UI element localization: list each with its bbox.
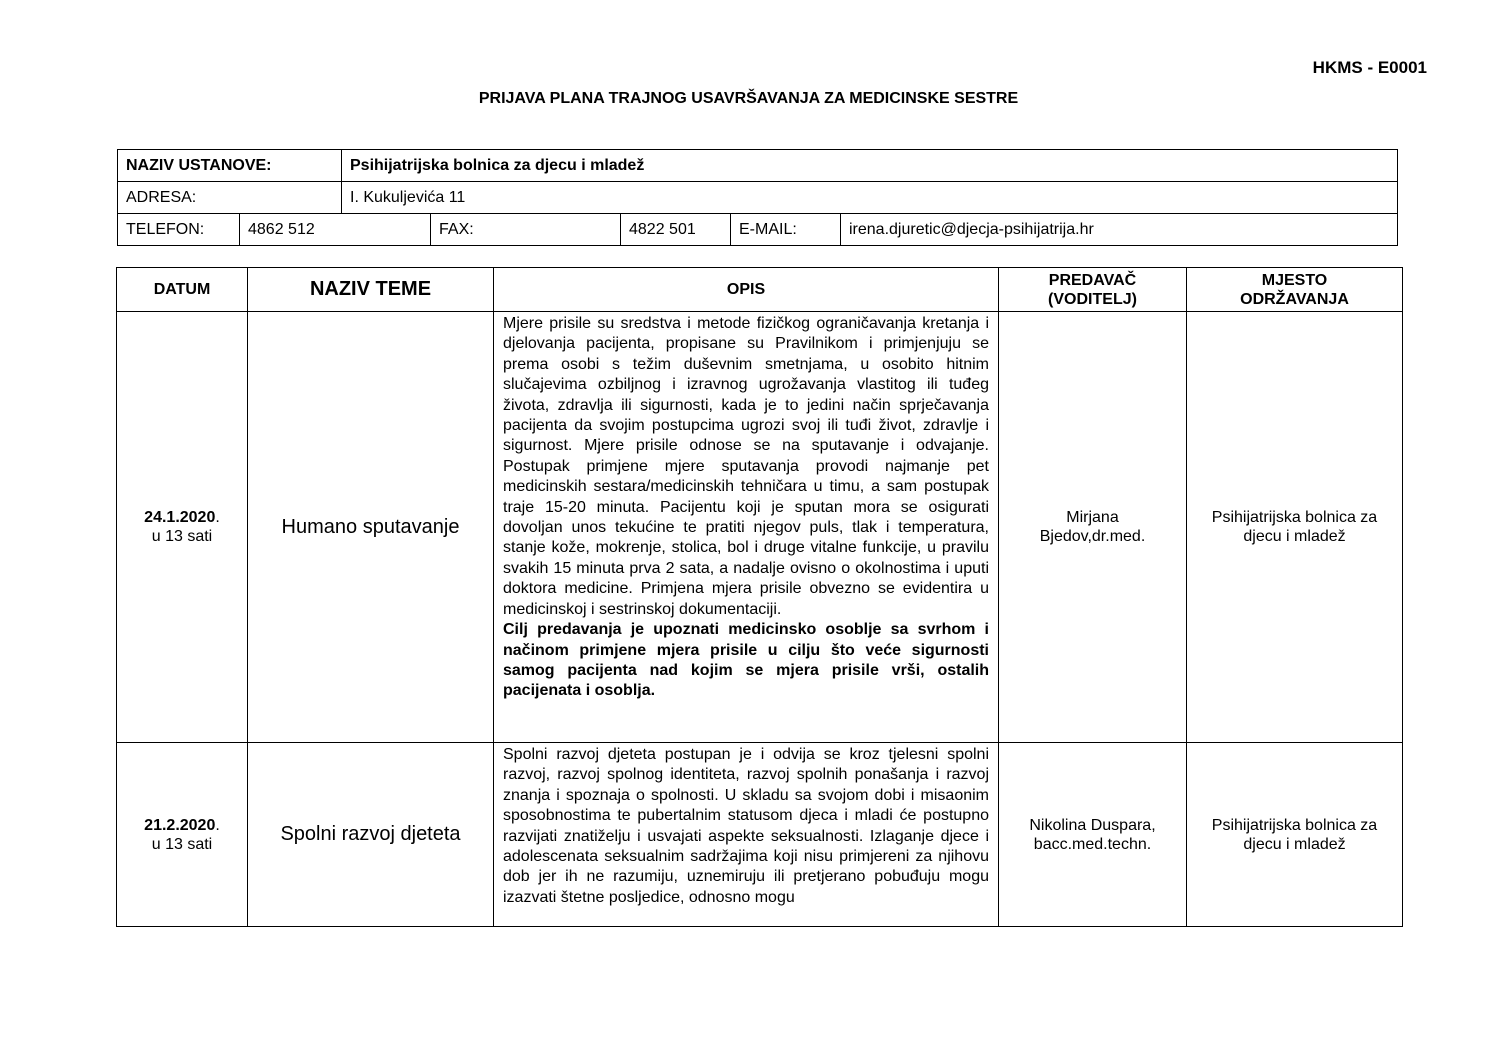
institution-name-value: Psihijatrijska bolnica za djecu i mladež	[342, 150, 1398, 182]
description-goal: Cilj predavanja je upoznati medicinsko osoblje sa svrhom i načinom primjene mjera prisile u cilju što veće sigurnosti samog pacijenta nad kojim se mjera prisile vrši, ostalih pacijenata i osoblja.	[503, 621, 989, 700]
lecturer-cell	[999, 743, 1187, 927]
address-label: ADRESA:	[118, 182, 342, 214]
place-line1: Psihijatrijska bolnica za	[1211, 509, 1378, 526]
fax-value: 4822 501	[621, 214, 731, 246]
topic-cell: Spolni razvoj djeteta	[248, 743, 494, 927]
description-cell	[494, 743, 999, 927]
email-label: E-MAIL:	[731, 214, 841, 246]
time-value: u 13 sati	[151, 835, 213, 853]
date-dot: .	[215, 509, 220, 526]
lecturer-line1: Nikolina Duspara,	[1029, 816, 1156, 834]
lecturer-line1: Mirjana	[1066, 509, 1119, 526]
place-cell	[1187, 743, 1403, 927]
phone-label: TELEFON:	[118, 214, 240, 246]
header-place-line1: MJESTO	[1261, 271, 1328, 289]
description-cell	[494, 312, 999, 743]
header-date: DATUM	[117, 268, 248, 312]
lecturer-line2: bacc.med.techn.	[1033, 835, 1152, 853]
phone-value: 4862 512	[240, 214, 431, 246]
document-title: PRIJAVA PLANA TRAJNOG USAVRŠAVANJA ZA MEDICINSKE SESTRE	[478, 90, 1019, 107]
email-value: irena.djuretic@djecja-psihijatrija.hr	[841, 214, 1398, 246]
header-lecturer	[999, 268, 1187, 312]
institution-name-label: NAZIV USTANOVE:	[118, 150, 342, 182]
address-value: I. Kukuljevića 11	[342, 182, 1398, 214]
place-line2: djecu i mladež	[1243, 528, 1346, 545]
place-cell	[1187, 312, 1403, 743]
date-value: 24.1.2020	[144, 509, 216, 526]
header-lecturer-line2: (VODITELJ)	[1048, 290, 1137, 308]
lecturer-line2: Bjedov,dr.med.	[1039, 528, 1146, 545]
institution-info-table	[117, 149, 1398, 246]
header-topic: NAZIV TEME	[248, 268, 494, 312]
table-header-row	[117, 268, 1403, 312]
fax-label: FAX:	[431, 214, 621, 246]
description-text: Spolni razvoj djeteta postupan je i odvija se kroz tjelesni spolni razvoj, razvoj spolnog identiteta, razvoj spolnih ponašanja i razvoj znanja i spoznaja o spolnosti. U skladu sa svojom dobi i misaonim sposobnostima te pubertalnim statusom djeca i mladi će postupno razvijati znatiželju i usvajati aspekte seksualnosti. Izlaganje djece i adolescenata seksualnim sadržajima koji nisu primjereni za njihovu dob jer ih ne razumiju, uznemiruju ili pretjerano pobuđuju mogu izazvati štetne posljedice, odnosno mogu	[503, 746, 989, 906]
date-dot: .	[215, 816, 220, 834]
date-cell	[117, 743, 248, 927]
header-place-line2: ODRŽAVANJA	[1240, 290, 1349, 308]
header-lecturer-line1: PREDAVAČ	[1048, 271, 1137, 289]
place-line2: djecu i mladež	[1243, 835, 1346, 853]
table-row	[117, 312, 1403, 743]
document-code: HKMS - E0001	[1312, 58, 1427, 77]
date-cell	[117, 312, 248, 743]
table-row	[117, 743, 1403, 927]
date-value: 21.2.2020	[144, 816, 216, 834]
training-plan-table	[116, 267, 1403, 927]
header-place	[1187, 268, 1403, 312]
time-value: u 13 sati	[151, 528, 213, 545]
description-text: Mjere prisile su sredstva i metode fizičkog ograničavanja kretanja i djelovanja pacijenta, propisane su Pravilnikom i primjenjuju se prema osobi s težim duševnim smetnjama, u osobito hitnim slučajevima ozbiljnog i izravnog ugrožavanja vlastitog ili tuđeg života, zdravlja ili sigurnosti, kada je to jedini način sprječavanja pacijenta da svojim postupcima ugrozi svoj ili tuđi život, zdravlje i sigurnost. Mjere prisile odnose se na sputavanje i odvajanje. Postupak primjene mjere sputavanja provodi najmanje pet medicinskih sestara/medicinskih tehničara u timu, a sam postupak traje 15-20 minuta. Pacijentu koji je sputan mora se osigurati dovoljan unos tekućine te pratiti njegov puls, tlak i temperatura, stanje kože, mokrenje, stolica, bol i druge vitalne funkcije, u pravilu svakih 15 minuta prva 2 sata, a nadalje ovisno o okolnostima i uputi doktora medicine. Primjena mjera prisile obvezno se evidentira u medicinskoj i sestrinskoj dokumentaciji.	[503, 315, 989, 618]
header-description: OPIS	[494, 268, 999, 312]
lecturer-cell	[999, 312, 1187, 743]
topic-cell: Humano sputavanje	[248, 312, 494, 743]
place-line1: Psihijatrijska bolnica za	[1211, 816, 1378, 834]
